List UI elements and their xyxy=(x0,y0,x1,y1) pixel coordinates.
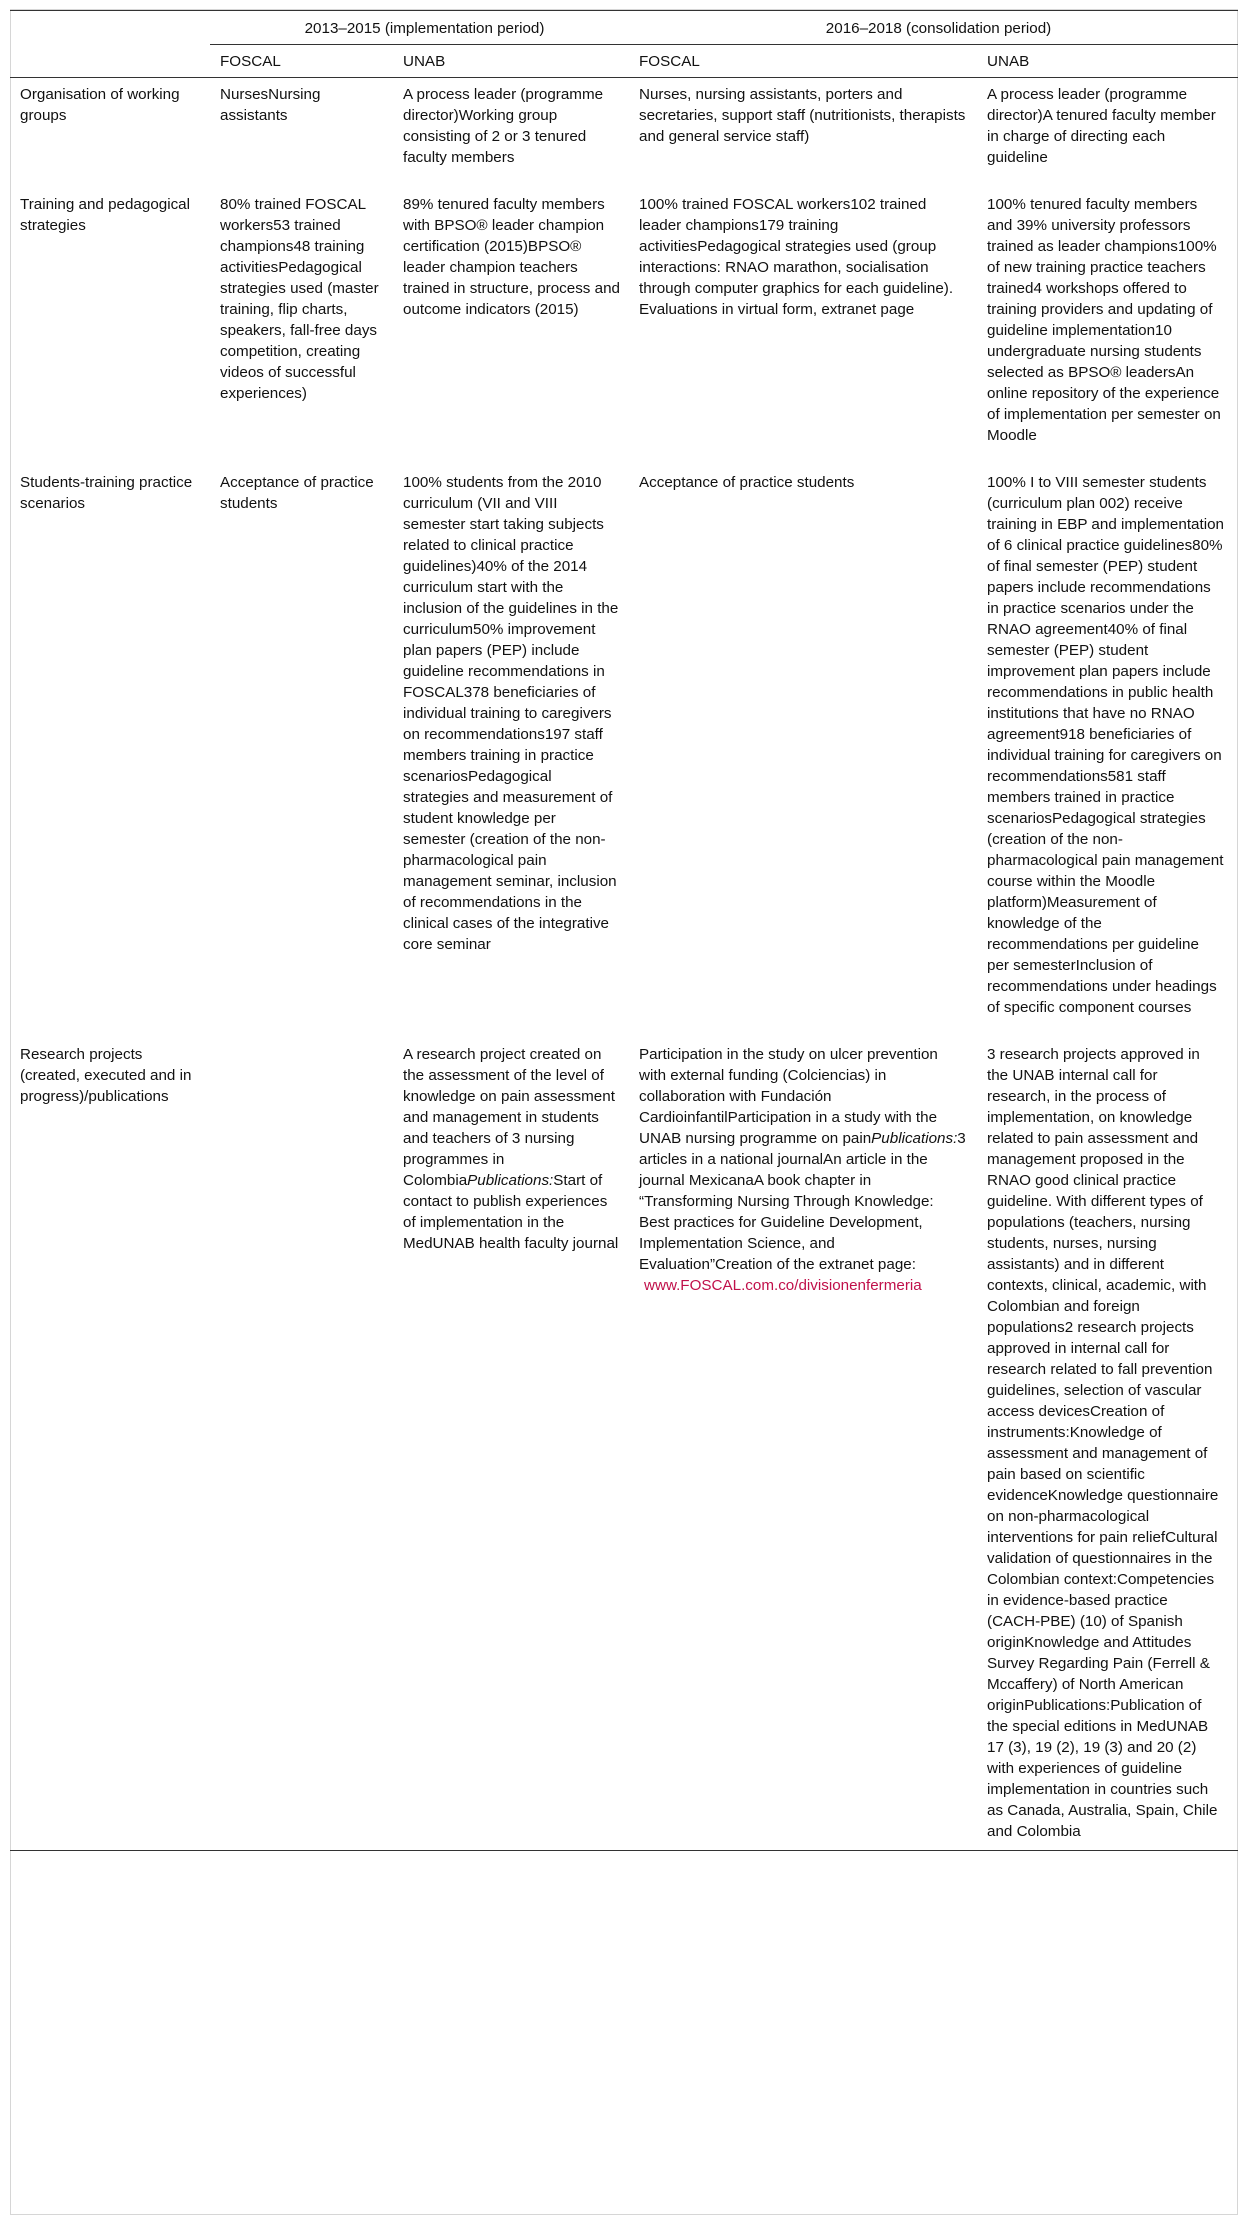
table-cell: 80% trained FOSCAL workers53 trained champions48 training activitiesPedagogical strategies used (master training, flip charts, speakers, fall-free days competition, creating videos of successful experiences) xyxy=(220,196,379,402)
extranet-link[interactable]: www.FOSCAL.com.co/divisionenfermeria xyxy=(644,1277,922,1294)
period-2016-2018: 2016–2018 (consolidation period) xyxy=(639,11,1238,45)
results-table xyxy=(10,10,1238,1851)
corner-cell xyxy=(10,11,210,45)
row-label: Students-training practice scenarios xyxy=(20,474,193,512)
cell-text: 3 articles in a national journalAn article in the journal MexicanaA book chapter in “Transforming Nursing Through Knowledge: Best practices for Guideline Development, Implementation Science, and Evaluation”Creation of the extranet page: xyxy=(639,1130,966,1273)
table-row xyxy=(10,1038,1238,1851)
table-cell xyxy=(639,1038,987,1851)
period-header-row xyxy=(10,11,1238,45)
table-row xyxy=(10,188,1238,466)
row-label: Organisation of working groups xyxy=(20,86,180,124)
table-cell: 100% trained FOSCAL workers102 trained leader champions179 training activitiesPedagogical strategies used (group interactions: RNAO marathon, socialisation through computer graphics for each guideline). Evaluations in virtual form, extranet page xyxy=(639,196,954,318)
table-cell xyxy=(403,1038,639,1851)
row-label: Research projects (created, executed and in progress)/publications xyxy=(10,1038,210,1851)
col-foscal-2013: FOSCAL xyxy=(210,45,403,78)
institution-header-row xyxy=(10,45,1238,78)
cell-text: Participation in the study on ulcer prevention with external funding (Colciencias) in collaboration with Fundación CardioinfantilParticipation in a study with the UNAB nursing programme on pain xyxy=(639,1046,938,1147)
table-cell: 100% I to VIII semester students (curriculum plan 002) receive training in EBP and implementation of 6 clinical practice guidelines80% of final semester (PEP) student papers include recommendations in practice scenarios under the RNAO agreement40% of final semester (PEP) student improvement plan papers include recommendations in public health institutions that have no RNAO agreement918 beneficiaries of individual training for caregivers on recommendations581 staff members trained in practice scenariosPedagogical strategies (creation of the non-pharmacological pain management course within the Moodle platform)Measurement of knowledge of the recommendations per guideline per semesterInclusion of recommendations under headings of specific component courses xyxy=(987,474,1224,1016)
table-row xyxy=(10,466,1238,1038)
table-cell: 3 research projects approved in the UNAB internal call for research, in the process of implementation, on knowledge related to pain assessment and management proposed in the RNAO good clinical practice guideline. With different types of populations (teachers, nursing students, nurses, nursing assistants) and in different contexts, clinical, academic, with Colombian and foreign populations2 research projects approved in internal call for research related to fall prevention guidelines, selection of vascular access devicesCreation of instruments:Knowledge of assessment and management of pain based on scientific evidenceKnowledge questionnaire on non-pharmacological interventions for pain reliefCultural validation of questionnaires in the Colombian context:Competencies in evidence-based practice (CACH-PBE) (10) of Spanish originKnowledge and Attitudes Survey Regarding Pain (Ferrell & Mccaffery) of North American originPublications:Publication of the special editions in MedUNAB 17 (3), 19 (2), 19 (3) and 20 (2) with experiences of guideline implementation in countries such as Canada, Australia, Spain, Chile and Colombia xyxy=(987,1038,1238,1851)
publications-label: Publications: xyxy=(467,1172,554,1189)
table-cell: 89% tenured faculty members with BPSO® leader champion certification (2015)BPSO® leader champion teachers trained in structure, process and outcome indicators (2015) xyxy=(403,196,620,318)
table-cell xyxy=(210,1038,403,1851)
table-cell: A process leader (programme director)A tenured faculty member in charge of directing each guideline xyxy=(987,86,1216,166)
table-cell: Acceptance of practice students xyxy=(220,474,374,512)
table-cell: Nurses, nursing assistants, porters and secretaries, support staff (nutritionists, therapists and general service staff) xyxy=(639,86,966,145)
table-cell: Acceptance of practice students xyxy=(639,474,855,491)
col-unab-2016: UNAB xyxy=(987,45,1238,78)
col-foscal-2016: FOSCAL xyxy=(639,45,987,78)
period-2013-2015: 2013–2015 (implementation period) xyxy=(210,11,639,45)
table-cell: 100% students from the 2010 curriculum (VII and VIII semester start taking subjects related to clinical practice guidelines)40% of the 2014 curriculum start with the inclusion of the guidelines in the curriculum50% improvement plan papers (PEP) include guideline recommendations in FOSCAL378 beneficiaries of individual training to caregivers on recommendations197 staff members training in practice scenariosPedagogical strategies and measurement of student knowledge per semester (creation of the non-pharmacological pain management seminar, inclusion of recommendations in the clinical cases of the integrative core seminar xyxy=(403,474,619,953)
table-cell: NursesNursing assistants xyxy=(220,86,321,124)
row-label: Training and pedagogical strategies xyxy=(20,196,190,234)
cell-text: Start of contact to publish experiences of implementation in the MedUNAB health faculty journal xyxy=(403,1172,619,1252)
table-cell: 100% tenured faculty members and 39% university professors trained as leader champions100% of new training practice teachers trained4 workshops offered to training providers and updating of guideline implementation10 undergraduate nursing students selected as BPSO® leadersAn online repository of the experience of implementation per semester on Moodle xyxy=(987,196,1221,444)
col-unab-2013: UNAB xyxy=(403,45,639,78)
cell-text: A research project created on the assessment of the level of knowledge on pain assessment and management in students and teachers of 3 nursing programmes in Colombia xyxy=(403,1046,615,1189)
publications-label: Publications: xyxy=(871,1130,958,1147)
table-cell: A process leader (programme director)Working group consisting of 2 or 3 tenured faculty members xyxy=(403,86,604,166)
table-row xyxy=(10,78,1238,189)
row-label-header xyxy=(10,45,210,78)
